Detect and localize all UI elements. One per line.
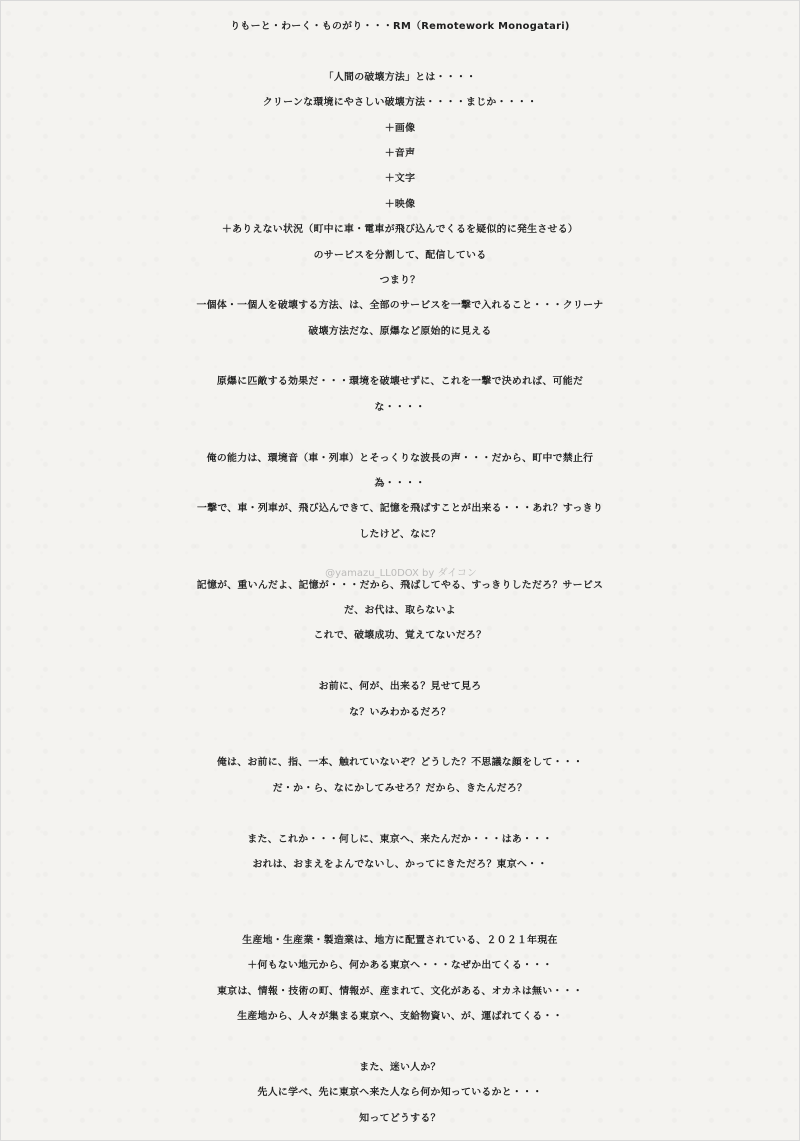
- blank-line: [1, 547, 799, 572]
- text-line: のサービスを分割して、配信している: [313, 249, 487, 261]
- text-line: また、迷い人か？: [359, 1062, 441, 1074]
- text-line: 俺は、お前に、指、一本、触れていないぞ？どうした？不思議な顔をして・・・: [216, 757, 584, 769]
- text-line: 先人に学べ、先に東京へ来た人なら何か知っているかと・・・: [257, 1087, 543, 1099]
- text-line: 原爆に匹敵する効果だ・・・環境を破壊せずに、これを一撃で決めれば、可能だ: [216, 376, 584, 388]
- text-line: ＋画像: [384, 122, 416, 134]
- blank-line: [1, 801, 799, 826]
- blank-line: [1, 725, 799, 750]
- text-line: 生産地から、人々が集まる東京へ、支給物資い、が、運ばれてくる・・: [237, 1011, 563, 1023]
- document-body: [1, 14, 799, 1131]
- text-line: 俺の能力は、環境音（車・列車）とそっくりな波長の声・・・だから、町中で禁止行: [206, 452, 594, 464]
- text-line: クリーンな環境にやさしい破壊方法・・・・まじか・・・・: [262, 97, 538, 109]
- text-line: お前に、何が、出来る？見せて見ろ: [318, 681, 482, 693]
- text-line: おれは、おまえをよんでないし、かってにきただろ？東京へ・・: [252, 858, 548, 870]
- blank-line: [1, 903, 799, 928]
- blank-line: [1, 877, 799, 902]
- text-line: ＋何もない地元から、何かある東京へ・・・なぜか出てくる・・・: [247, 960, 553, 972]
- text-line: ＋音声: [384, 147, 416, 159]
- text-line: 破壊方法だな、原爆など原始的に見える: [308, 325, 492, 337]
- document-title: りもーと・わーく・ものがり・・・RM（Remotework Monogatari): [230, 21, 570, 32]
- text-line: 一撃で、車・列車が、飛び込んできて、記憶を飛ばすことが出来る・・・あれ？すっきり: [196, 503, 603, 515]
- text-line: 「人間の破壊方法」とは・・・・: [323, 71, 477, 83]
- text-line: 一個体・一個人を破壊する方法、は、全部のサービスを一撃で入れること・・・クリーナ: [196, 300, 604, 312]
- text-line: 生産地・生産業・製造業は、地方に配置されている、２０２１年現在: [242, 935, 558, 947]
- text-line: だ・か・ら、なにかしてみせろ？だから、きたんだろ？: [272, 782, 528, 794]
- text-line: これで、破壊成功、覚えてないだろ？: [313, 630, 487, 642]
- text-line: 東京は、情報・技術の町、情報が、産まれて、文化がある、オカネは無い・・・: [217, 985, 583, 997]
- text-line: だ、お代は、取らないよ: [344, 604, 456, 616]
- text-line: また、これか・・・何しに、東京へ、来たんだか・・・はあ・・・: [247, 833, 553, 845]
- text-line: ＋文字: [384, 173, 416, 185]
- text-line: 為・・・・: [374, 478, 426, 490]
- text-line: な？いみわかるだろ？: [349, 706, 451, 718]
- watermark: @yamazu_LL0DOX by ダイコン: [325, 568, 477, 579]
- blank-line: [1, 344, 799, 369]
- blank-line: [1, 39, 799, 64]
- blank-line: [1, 1030, 799, 1055]
- text-line: したけど、なに？: [359, 528, 441, 540]
- blank-line: [1, 420, 799, 445]
- text-line: な・・・・: [374, 401, 426, 413]
- text-line: 記憶が、重いんだよ、記憶が・・・だから、飛ばしてやる、すっきりしただろ？サービス: [196, 579, 604, 591]
- text-line: 知ってどうする？: [359, 1112, 441, 1124]
- text-line: つまり？: [379, 274, 421, 286]
- text-line: ＋映像: [384, 198, 416, 210]
- text-line: ＋ありえない状況（町中に車・電車が飛び込んでくるを疑似的に発生させる）: [221, 224, 579, 236]
- blank-line: [1, 649, 799, 674]
